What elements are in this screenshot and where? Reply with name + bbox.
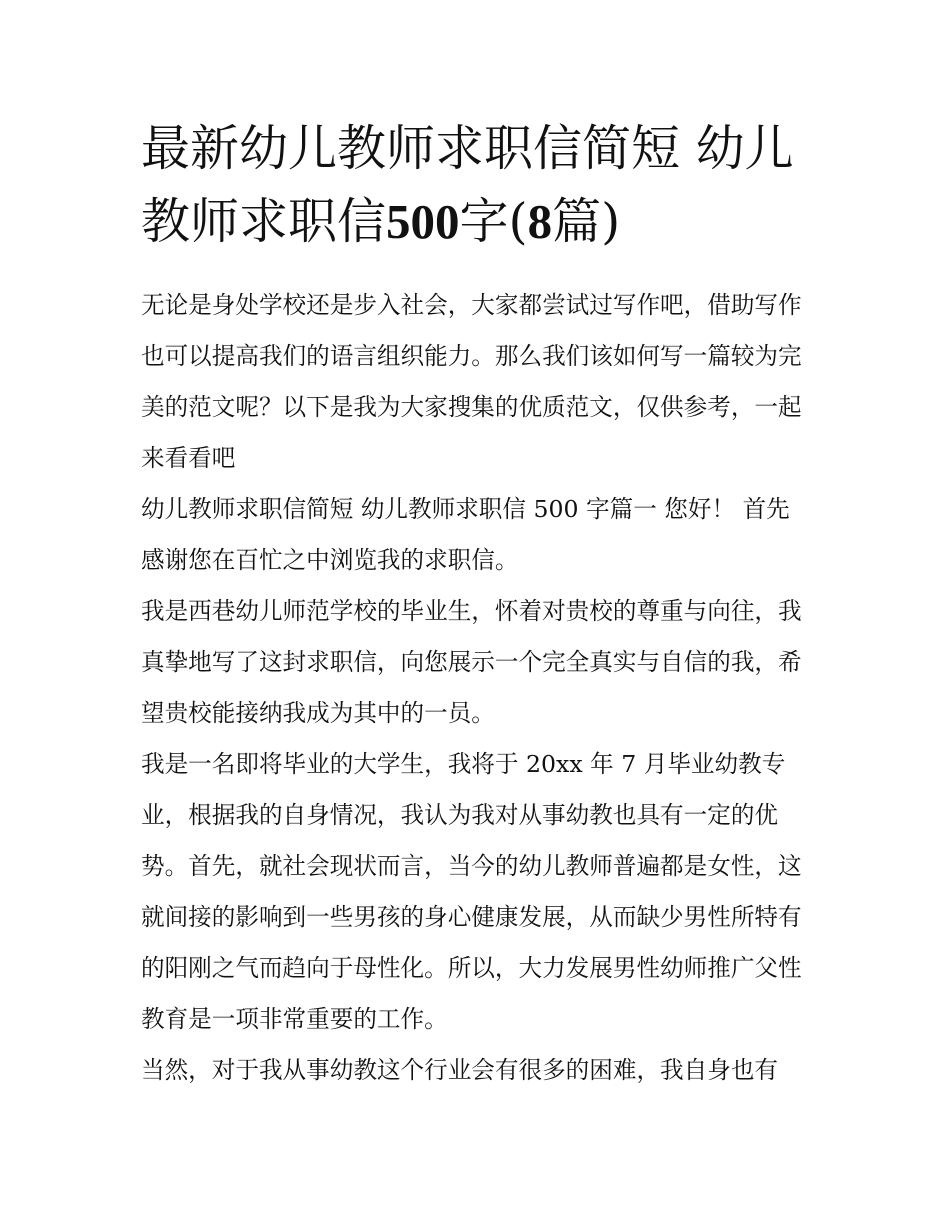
paragraph-difficulty: 当然，对于我从事幼教这个行业会有很多的困难，我自身也有 xyxy=(141,1056,779,1084)
document-title xyxy=(141,112,813,258)
paragraph-advantage: 我是一名即将毕业的大学生，我将于 20xx 年 7 月毕业幼教专业，根据我的自身情况，我认为我对从事幼教也具有一定的优势。首先，就社会现状而言，当今的幼儿教师普遍都是女性，这就间接的影响到一些男孩的身心健康发展，从而缺少男性所特有的阳刚之气而趋向于母性化。所以，大力发展男性幼师推广父性教育是一项非常重要的工作。 xyxy=(141,750,802,1033)
title-text-2: 字( xyxy=(459,193,528,250)
title-count: 8 xyxy=(527,194,553,249)
title-text-3: 篇) xyxy=(552,193,621,250)
document-page xyxy=(141,112,813,1096)
title-number: 500 xyxy=(386,194,460,249)
paragraph-self-intro: 我是西巷幼儿师范学校的毕业生，怀着对贵校的尊重与向往，我真挚地写了这封求职信，向您展示一个完全真实与自信的我，希望贵校能接纳我成为其中的一员。 xyxy=(141,597,802,727)
paragraph-intro: 无论是身处学校还是步入社会，大家都尝试过写作吧，借助写作也可以提高我们的语言组织能力。那么我们该如何写一篇较为完美的范文呢？以下是我为大家搜集的优质范文，仅供参考，一起来看看吧 xyxy=(141,291,802,472)
paragraph-greeting: 幼儿教师求职信简短 幼儿教师求职信 500 字篇一 您好！ 首先感谢您在百忙之中浏览我的求职信。 xyxy=(141,495,790,574)
title-text-1: 最新幼儿教师求职信简短 幼儿教师求职信 xyxy=(141,120,794,250)
